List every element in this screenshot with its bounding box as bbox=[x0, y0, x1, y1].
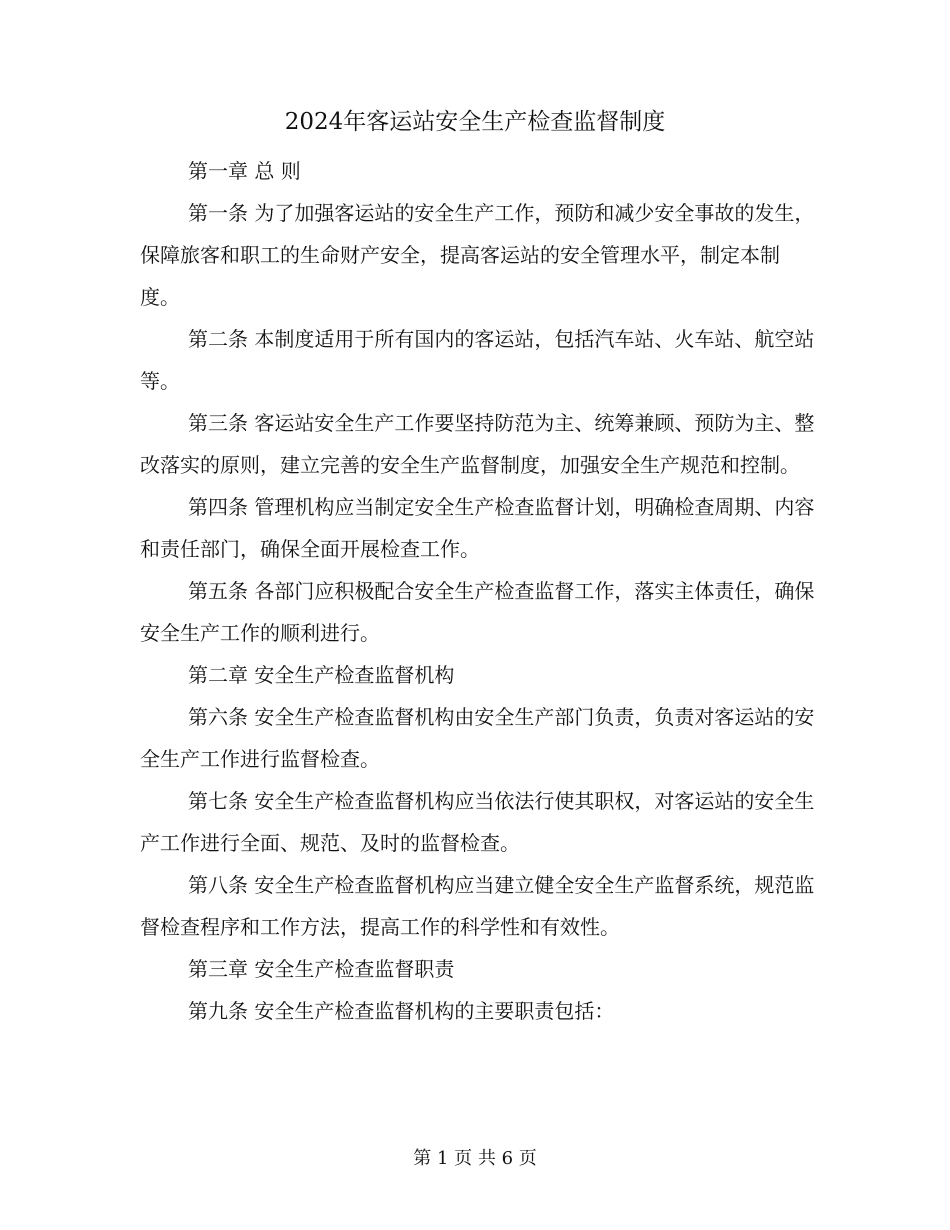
article-9: 第九条 安全生产检查监督机构的主要职责包括： bbox=[188, 999, 615, 1023]
article-3: 第三条 客运站安全生产工作要坚持防范为主、统筹兼顾、预防为主、整改落实的原则，建立完善的安全生产监督制度，加强安全生产规范和控制。 bbox=[140, 411, 815, 477]
document-body bbox=[140, 150, 815, 1032]
page-number-footer: 第 1 页 共 6 页 bbox=[413, 1148, 537, 1169]
article-1: 第一条 为了加强客运站的安全生产工作，预防和减少安全事故的发生，保障旅客和职工的生命财产安全，提高客运站的安全管理水平，制定本制度。 bbox=[140, 201, 815, 309]
article-4: 第四条 管理机构应当制定安全生产检查监督计划，明确检查周期、内容和责任部门，确保全面开展检查工作。 bbox=[140, 495, 815, 561]
article-6: 第六条 安全生产检查监督机构由安全生产部门负责，负责对客运站的安全生产工作进行监督检查。 bbox=[140, 705, 815, 771]
chapter-heading-2: 第二章 安全生产检查监督机构 bbox=[188, 663, 455, 687]
article-2: 第二条 本制度适用于所有国内的客运站，包括汽车站、火车站、航空站等。 bbox=[140, 327, 815, 393]
article-8: 第八条 安全生产检查监督机构应当建立健全安全生产监督系统，规范监督检查程序和工作方法，提高工作的科学性和有效性。 bbox=[140, 873, 815, 939]
article-5: 第五条 各部门应积极配合安全生产检查监督工作，落实主体责任，确保安全生产工作的顺利进行。 bbox=[140, 579, 815, 645]
chapter-heading-3: 第三章 安全生产检查监督职责 bbox=[188, 957, 455, 981]
chapter-heading-1: 第一章 总 则 bbox=[188, 159, 301, 183]
article-7: 第七条 安全生产检查监督机构应当依法行使其职权，对客运站的安全生产工作进行全面、规范、及时的监督检查。 bbox=[140, 789, 815, 855]
document-title: 2024年客运站安全生产检查监督制度 bbox=[284, 109, 666, 135]
